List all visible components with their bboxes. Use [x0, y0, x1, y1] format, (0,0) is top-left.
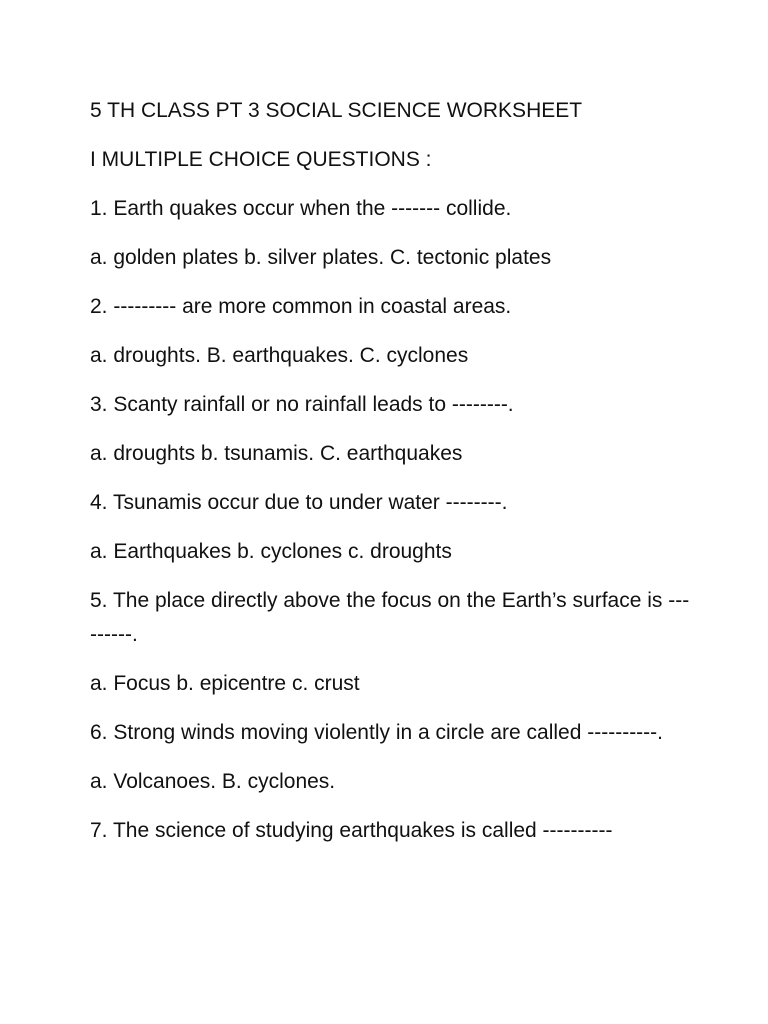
- question-4-options: a. Earthquakes b. cyclones c. droughts: [90, 540, 452, 563]
- question-5: 5. The place directly above the focus on the Earth’s surface is ---------.: [90, 589, 690, 646]
- question-6-options: a. Volcanoes. B. cyclones.: [90, 770, 336, 793]
- question-1: 1. Earth quakes occur when the ------- collide.: [90, 197, 512, 220]
- question-2: 2. --------- are more common in coastal areas.: [90, 295, 512, 318]
- section-heading: I MULTIPLE CHOICE QUESTIONS :: [90, 148, 432, 171]
- question-3-options: a. droughts b. tsunamis. C. earthquakes: [90, 442, 463, 465]
- question-3: 3. Scanty rainfall or no rainfall leads to --------.: [90, 393, 514, 416]
- question-2-options: a. droughts. B. earthquakes. C. cyclones: [90, 344, 469, 367]
- worksheet-body: [90, 94, 690, 863]
- question-4: 4. Tsunamis occur due to under water --------.: [90, 491, 508, 514]
- question-7: 7. The science of studying earthquakes is called ----------: [90, 819, 613, 842]
- question-5-options: a. Focus b. epicentre c. crust: [90, 672, 360, 695]
- question-1-options: a. golden plates b. silver plates. C. tectonic plates: [90, 246, 552, 269]
- worksheet-title: 5 TH CLASS PT 3 SOCIAL SCIENCE WORKSHEET: [90, 99, 583, 122]
- question-6: 6. Strong winds moving violently in a circle are called ----------.: [90, 721, 663, 744]
